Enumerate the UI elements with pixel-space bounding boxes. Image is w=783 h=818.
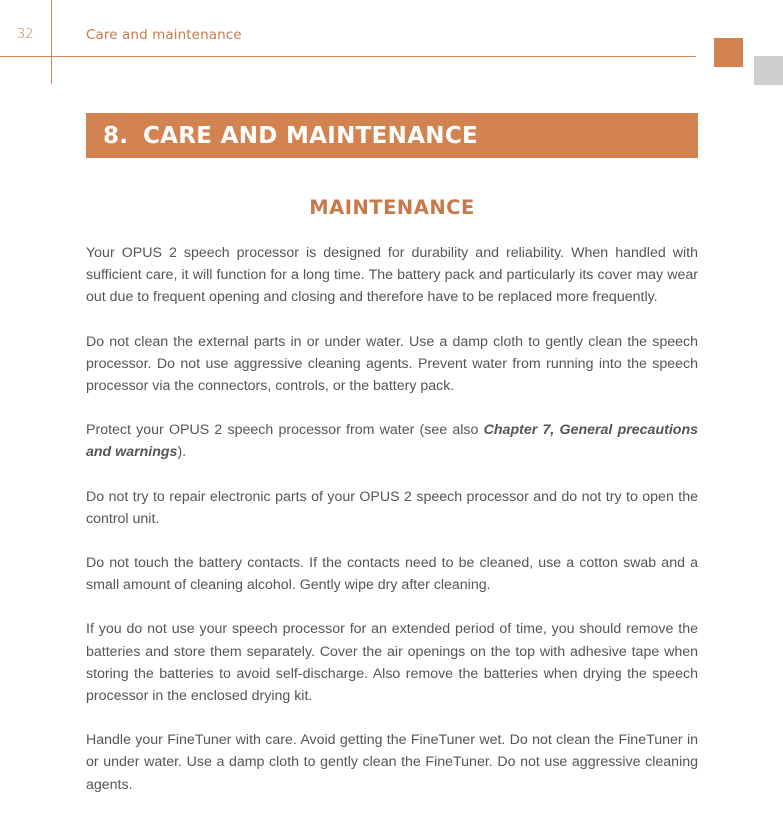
chapter-title: CARE AND MAINTENANCE: [143, 122, 479, 149]
paragraph-battery-contacts: Do not touch the battery contacts. If the contacts need to be cleaned, use a cotton swab and a small amount of cleaning alcohol. Gently wipe dry after cleaning.: [86, 555, 698, 594]
paragraph-finetuner: Handle your FineTuner with care. Avoid getting the FineTuner wet. Do not clean the FineTuner in or under water. Use a damp cloth to gently clean the FineTuner. Do not use aggressive cleaning agents.: [86, 732, 698, 793]
chapter-heading-bar: [86, 113, 698, 158]
page-number: 32: [17, 27, 34, 42]
header-horizontal-rule: [0, 56, 696, 57]
chapter-7-reference: Chapter 7, General precautions and warnings: [86, 422, 699, 461]
paragraph-water-text-end: ).: [177, 444, 187, 461]
paragraph-durability: Your OPUS 2 speech processor is designed for durability and reliability. When handled with sufficient care, it will function for a long time. The battery pack and particularly its cover may wear out due to frequent opening and closing and therefore have to be replaced more frequently.: [86, 245, 698, 306]
paragraph-water-text: Protect your OPUS 2 speech processor from water (see also: [86, 422, 484, 439]
running-header-title: Care and maintenance: [86, 27, 242, 43]
paragraph-cleaning: Do not clean the external parts in or under water. Use a damp cloth to gently clean the speech processor. Do not use aggressive cleaning agents. Prevent water from running into the speech processor via the connectors, controls, or the battery pack.: [86, 333, 698, 395]
paragraph-repair: Do not try to repair electronic parts of your OPUS 2 speech processor and do not try to open the control unit.: [86, 488, 698, 527]
section-tab-marker-active: [714, 38, 743, 67]
header-vertical-rule: [51, 0, 52, 84]
paragraph-storage: If you do not use your speech processor for an extended period of time, you should remove the batteries and store them separately. Cover the air openings on the top with adhesive tape when storing the batteries to avoid self-discharge. Also remove the batteries when drying the speech processor in the enclosed drying kit.: [86, 621, 698, 705]
section-title: MAINTENANCE: [309, 196, 475, 219]
section-tab-marker: [754, 56, 783, 85]
chapter-number: 8.: [103, 122, 129, 149]
paragraph-water-protection: [86, 419, 698, 463]
body-text: [86, 242, 698, 818]
